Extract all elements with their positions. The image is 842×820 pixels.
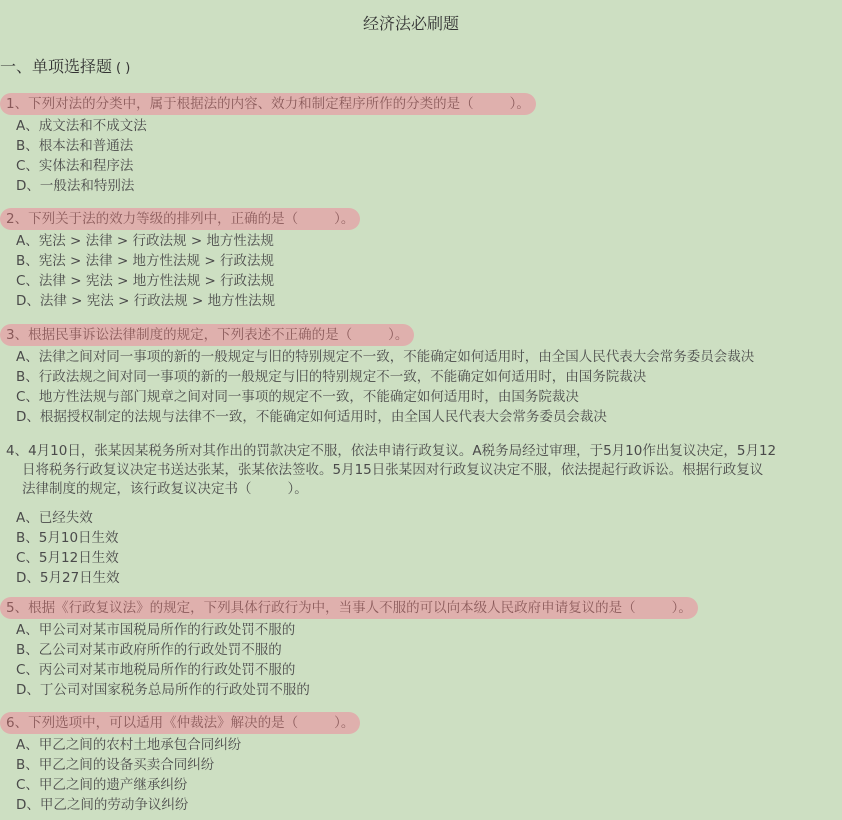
- option-a[interactable]: A、宪法 > 法律 > 行政法规 > 地方性法规: [16, 233, 274, 249]
- question-text-line-3: 法律制度的规定，该行政复议决定书（: [22, 481, 252, 497]
- option-d[interactable]: D、根据授权制定的法规与法律不一致，不能确定如何适用时，由全国人民代表大会常务委员会裁决: [16, 409, 607, 425]
- option-d[interactable]: D、一般法和特别法: [16, 178, 135, 194]
- question-text: 下列关于法的效力等级的排列中，正确的是（: [28, 211, 299, 227]
- question-text-line-1: 4月10日，张某因某税务所对其作出的罚款决定不服，依法申请行政复议。A税务局经过审理，于5月10作出复议决定，5月12: [28, 443, 777, 459]
- question-number: 1、: [6, 96, 29, 112]
- question-number: 4、: [6, 443, 29, 459]
- options-list: [0, 735, 360, 815]
- option-b[interactable]: B、行政法规之间对同一事项的新的一般规定与旧的特别规定不一致，不能确定如何适用时，由国务院裁决: [16, 369, 647, 385]
- option-a[interactable]: A、甲公司对某市国税局所作的行政处罚不服的: [16, 622, 296, 638]
- option-a[interactable]: A、已经失效: [16, 510, 93, 526]
- option-b[interactable]: B、乙公司对某市政府所作的行政处罚不服的: [16, 642, 282, 658]
- question-number: 5、: [6, 600, 29, 616]
- question-stem[interactable]: [0, 93, 536, 115]
- question-stem[interactable]: [0, 208, 360, 230]
- question-text-end: ）。: [287, 481, 308, 497]
- question-text-end: ）。: [509, 96, 530, 112]
- option-c[interactable]: C、5月12日生效: [16, 550, 119, 566]
- section-heading: [0, 55, 130, 81]
- option-d[interactable]: D、丁公司对国家税务总局所作的行政处罚不服的: [16, 682, 310, 698]
- option-c[interactable]: C、丙公司对某市地税局所作的行政处罚不服的: [16, 662, 296, 678]
- question-text-end: ）。: [334, 715, 355, 731]
- option-a[interactable]: A、甲乙之间的农村土地承包合同纠纷: [16, 737, 242, 753]
- options-list: [0, 116, 536, 196]
- option-d[interactable]: D、5月27日生效: [16, 570, 120, 586]
- option-c[interactable]: C、实体法和程序法: [16, 158, 134, 174]
- question-5: [0, 597, 698, 700]
- question-text-end: ）。: [671, 600, 692, 616]
- question-text: 根据《行政复议法》的规定，下列具体行政行为中，当事人不服的可以向本级人民政府申请复议的是（: [28, 600, 636, 616]
- question-number: 6、: [6, 715, 29, 731]
- option-c[interactable]: C、地方性法规与部门规章之间对同一事项的规定不一致，不能确定如何适用时，由国务院裁决: [16, 389, 579, 405]
- option-b[interactable]: B、根本法和普通法: [16, 138, 134, 154]
- option-d[interactable]: D、甲乙之间的劳动争议纠纷: [16, 797, 189, 813]
- option-d[interactable]: D、法律 > 宪法 > 行政法规 > 地方性法规: [16, 293, 276, 309]
- question-text-end: ）。: [388, 327, 409, 343]
- question-3: [0, 324, 754, 427]
- option-a[interactable]: A、法律之间对同一事项的新的一般规定与旧的特别规定不一致，不能确定如何适用时，由全国人民代表大会常务委员会裁决: [16, 349, 755, 365]
- question-text: 下列对法的分类中，属于根据法的内容、效力和制定程序所作的分类的是（: [28, 96, 474, 112]
- option-c[interactable]: C、法律 > 宪法 > 地方性法规 > 行政法规: [16, 273, 275, 289]
- question-4: [0, 441, 834, 588]
- question-stem[interactable]: [0, 712, 360, 734]
- section-heading-label: 一、单项选择题: [0, 57, 113, 76]
- option-b[interactable]: B、宪法 > 法律 > 地方性法规 > 行政法规: [16, 253, 274, 269]
- question-number: 3、: [6, 327, 29, 343]
- question-stem[interactable]: [0, 441, 834, 500]
- page-title: 经济法必刷题: [362, 14, 459, 33]
- options-list: [0, 620, 698, 700]
- option-a[interactable]: A、成文法和不成文法: [16, 118, 147, 134]
- question-text: 根据民事诉讼法律制度的规定，下列表述不正确的是（: [28, 327, 353, 343]
- option-b[interactable]: B、甲乙之间的设备买卖合同纠纷: [16, 757, 215, 773]
- section-heading-paren: ( ): [116, 61, 131, 76]
- question-2: [0, 208, 360, 311]
- options-list: [0, 347, 754, 427]
- question-6: [0, 712, 360, 815]
- question-1: [0, 93, 536, 196]
- option-b[interactable]: B、5月10日生效: [16, 530, 119, 546]
- option-c[interactable]: C、甲乙之间的遗产继承纠纷: [16, 777, 188, 793]
- question-text-line-2: 日将税务行政复议决定书送达张某，张某依法签收。5月15日张某因对行政复议决定不服，依法提起行政诉讼。根据行政复议: [22, 462, 764, 478]
- question-text-end: ）。: [334, 211, 355, 227]
- question-stem[interactable]: [0, 324, 414, 346]
- options-list: [0, 508, 834, 588]
- options-list: [0, 231, 360, 311]
- question-text: 下列选项中，可以适用《仲裁法》解决的是（: [28, 715, 299, 731]
- question-stem[interactable]: [0, 597, 698, 619]
- question-number: 2、: [6, 211, 29, 227]
